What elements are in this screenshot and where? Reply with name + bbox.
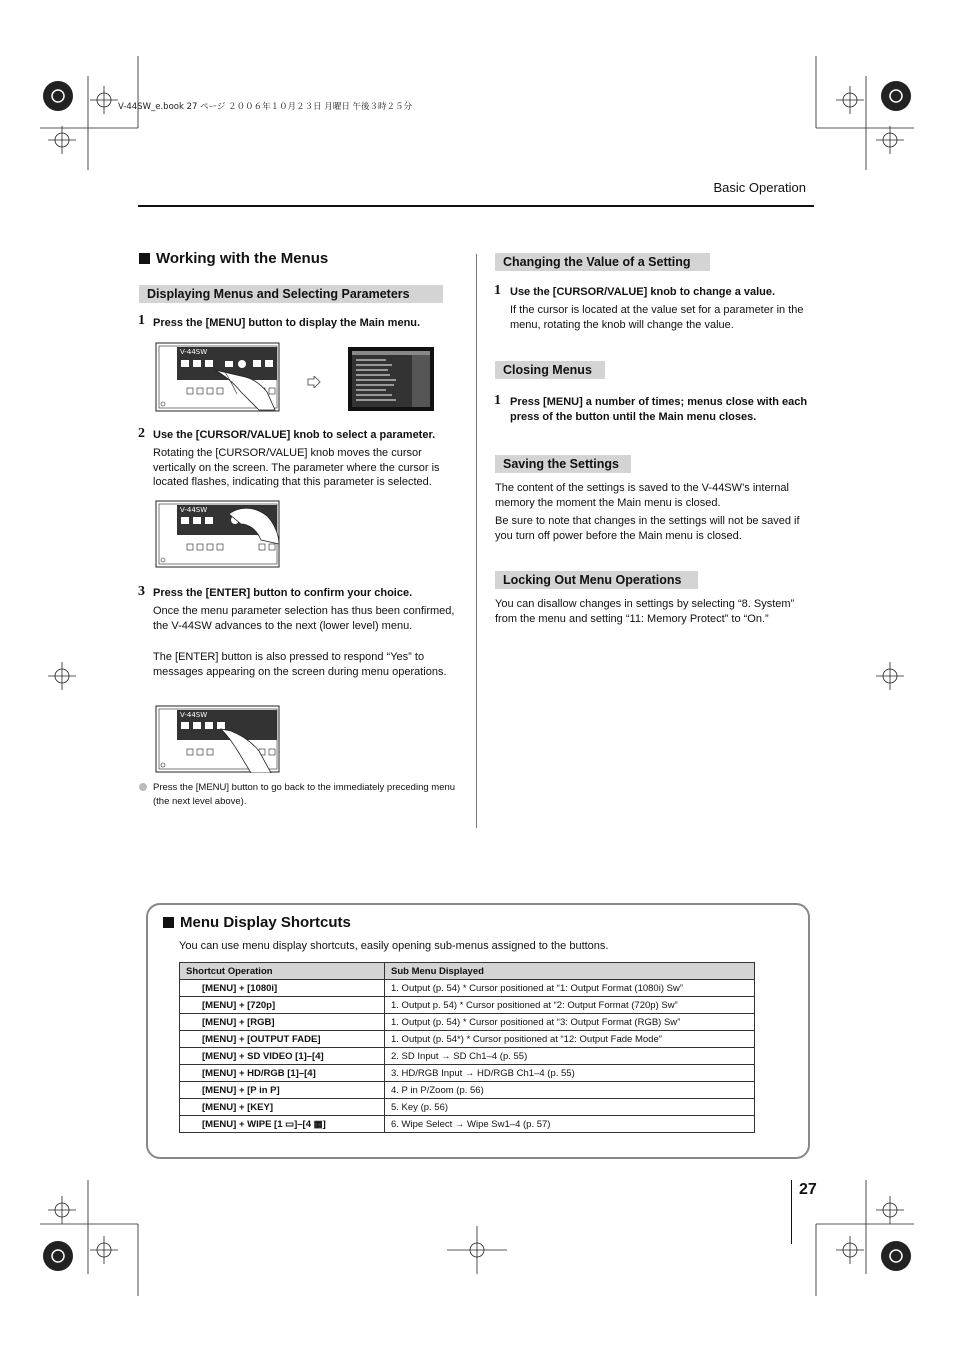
paragraph: The content of the settings is saved to the V-44SW’s internal memory the moment the Main menu is closed. bbox=[495, 482, 789, 509]
step-title: Press the [MENU] button to display the Main menu. bbox=[153, 317, 421, 329]
shortcut-cell: [MENU] + HD/RGB [1]–[4] bbox=[180, 1065, 385, 1082]
submenu-cell: 1. Output p. 54) * Cursor positioned at “2: Output Format (720p) Sw” bbox=[385, 997, 755, 1014]
shortcut-cell: [MENU] + WIPE [1 ▭]–[4 ▦] bbox=[180, 1116, 385, 1133]
square-bullet-icon bbox=[163, 917, 174, 928]
page-number-rule bbox=[791, 1180, 792, 1244]
section-title-shortcuts bbox=[163, 914, 351, 931]
step-number: 1 bbox=[494, 393, 501, 408]
table-row bbox=[180, 1116, 755, 1133]
submenu-cell: 3. HD/RGB Input → HD/RGB Ch1–4 (p. 55) bbox=[385, 1065, 755, 1082]
shortcuts-intro: You can use menu display shortcuts, easily opening sub-menus assigned to the buttons. bbox=[179, 940, 609, 952]
step-paragraph: If the cursor is located at the value set for a parameter in the menu, rotating the knob will change the value. bbox=[510, 304, 804, 331]
step-title: Use the [CURSOR/VALUE] knob to change a value. bbox=[510, 286, 776, 298]
submenu-cell: 5. Key (p. 56) bbox=[385, 1099, 755, 1116]
step-title: Press the [ENTER] button to confirm your choice. bbox=[153, 587, 413, 599]
section-title-text: Menu Display Shortcuts bbox=[180, 914, 351, 931]
page-number: 27 bbox=[799, 1181, 817, 1198]
square-bullet-icon bbox=[139, 253, 150, 264]
panel-illustration-knob bbox=[155, 500, 280, 568]
table-row bbox=[180, 1082, 755, 1099]
submenu-cell: 2. SD Input → SD Ch1–4 (p. 55) bbox=[385, 1048, 755, 1065]
submenu-cell: 1. Output (p. 54) * Cursor positioned at “1: Output Format (1080i) Sw” bbox=[385, 980, 755, 997]
screen-illustration-main-menu bbox=[348, 347, 434, 416]
paragraph: You can disallow changes in settings by selecting “8. System” from the menu and setting “11: Memory Protect” to “On.” bbox=[495, 598, 795, 625]
step-paragraph: The [ENTER] button is also pressed to respond “Yes” to messages appearing on the screen during menu operations. bbox=[153, 651, 447, 678]
shortcut-cell: [MENU] + [1080i] bbox=[180, 980, 385, 997]
submenu-cell: 4. P in P/Zoom (p. 56) bbox=[385, 1082, 755, 1099]
sub-title-saving: Saving the Settings bbox=[495, 455, 631, 473]
device-logo: V-44SW bbox=[180, 348, 208, 356]
device-logo: V-44SW bbox=[180, 711, 208, 719]
shortcut-cell: [MENU] + [RGB] bbox=[180, 1014, 385, 1031]
column-header: Sub Menu Displayed bbox=[385, 963, 755, 980]
shortcuts-table bbox=[179, 962, 755, 1133]
step-number: 2 bbox=[138, 426, 145, 441]
submenu-cell: 1. Output (p. 54*) * Cursor positioned at “12: Output Fade Mode” bbox=[385, 1031, 755, 1048]
step-title: Use the [CURSOR/VALUE] knob to select a parameter. bbox=[153, 429, 436, 441]
column-divider bbox=[476, 254, 477, 828]
right-arrow-icon bbox=[307, 375, 321, 393]
submenu-cell: 6. Wipe Select → Wipe Sw1–4 (p. 57) bbox=[385, 1116, 755, 1133]
table-header-row bbox=[180, 963, 755, 980]
shortcut-cell: [MENU] + [P in P] bbox=[180, 1082, 385, 1099]
panel-illustration-enter bbox=[155, 705, 280, 773]
step-paragraph: Rotating the [CURSOR/VALUE] knob moves the cursor vertically on the screen. The parameter where the cursor is located flashes, indicating that this parameter is selected. bbox=[153, 447, 440, 488]
section-title-working bbox=[139, 250, 328, 267]
note-text: Press the [MENU] button to go back to the immediately preceding menu (the next level above). bbox=[153, 782, 456, 807]
column-header: Shortcut Operation bbox=[180, 963, 385, 980]
step-number: 1 bbox=[494, 283, 501, 298]
shortcut-cell: [MENU] + [OUTPUT FADE] bbox=[180, 1031, 385, 1048]
table-row bbox=[180, 1099, 755, 1116]
panel-illustration-menu bbox=[155, 342, 280, 412]
submenu-cell: 1. Output (p. 54) * Cursor positioned at “3: Output Format (RGB) Sw” bbox=[385, 1014, 755, 1031]
sub-title-locking: Locking Out Menu Operations bbox=[495, 571, 698, 589]
running-head: Basic Operation bbox=[713, 180, 806, 195]
paragraph: Be sure to note that changes in the settings will not be saved if you turn off power before the Main menu is closed. bbox=[495, 515, 800, 542]
note-bullet-icon bbox=[139, 783, 147, 791]
step-number: 3 bbox=[138, 584, 145, 599]
print-meta: V-44SW_e.book 27 ページ ２００６年１０月２３日 月曜日 午後３時２５分 bbox=[118, 102, 413, 112]
sub-title-displaying: Displaying Menus and Selecting Parameters bbox=[139, 285, 443, 303]
device-logo: V-44SW bbox=[180, 506, 208, 514]
sub-title-closing: Closing Menus bbox=[495, 361, 605, 379]
table-row bbox=[180, 997, 755, 1014]
sub-title-changing: Changing the Value of a Setting bbox=[495, 253, 710, 271]
step-paragraph: Once the menu parameter selection has thus been confirmed, the V-44SW advances to the next (lower level) menu. bbox=[153, 605, 455, 632]
header-rule bbox=[138, 205, 814, 207]
section-title-text: Working with the Menus bbox=[156, 250, 329, 267]
shortcut-cell: [MENU] + [KEY] bbox=[180, 1099, 385, 1116]
table-row bbox=[180, 1031, 755, 1048]
step-title: Press [MENU] a number of times; menus close with each press of the button until the Main menu closes. bbox=[510, 396, 808, 423]
step-number: 1 bbox=[138, 313, 145, 328]
table-row bbox=[180, 1014, 755, 1031]
shortcut-cell: [MENU] + SD VIDEO [1]–[4] bbox=[180, 1048, 385, 1065]
table-row bbox=[180, 1065, 755, 1082]
table-row bbox=[180, 980, 755, 997]
shortcut-cell: [MENU] + [720p] bbox=[180, 997, 385, 1014]
table-row bbox=[180, 1048, 755, 1065]
